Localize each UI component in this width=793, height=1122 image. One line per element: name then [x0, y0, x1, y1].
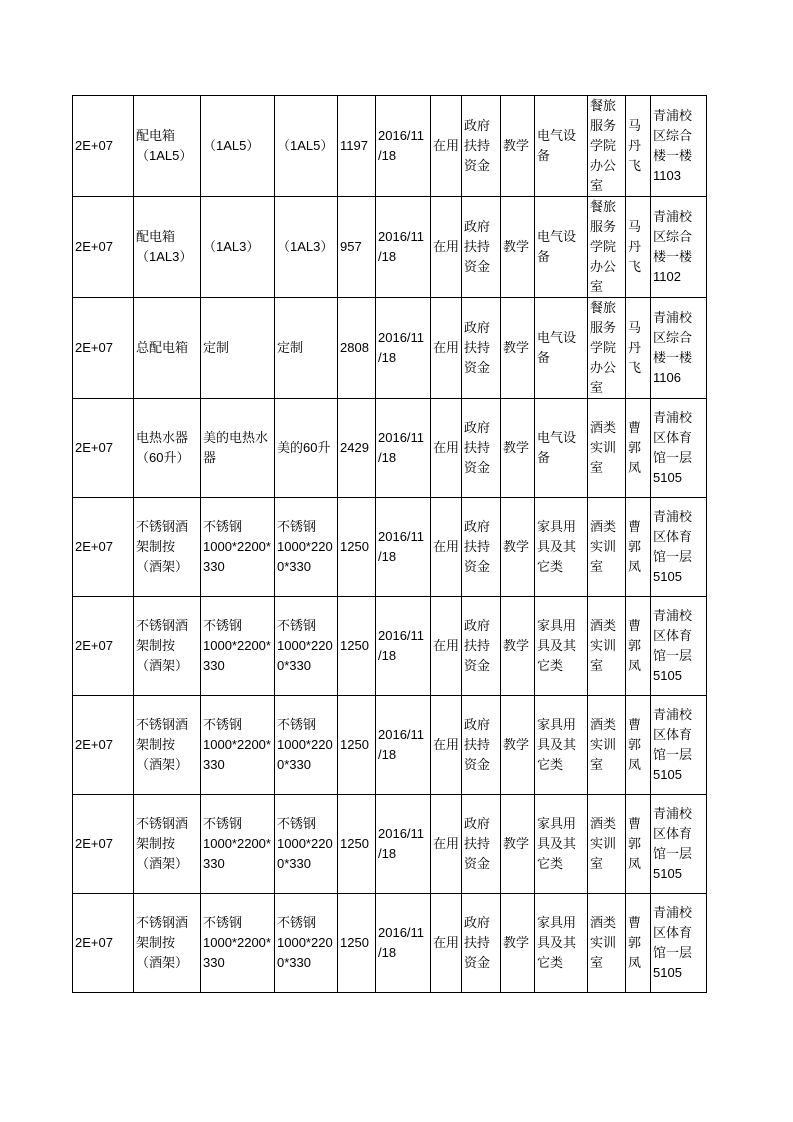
- asset-id-cell: 2E+07: [73, 298, 134, 399]
- usage-cell: 教学: [501, 197, 535, 298]
- department-cell: 餐旅 服务 学院 办公 室: [588, 298, 626, 399]
- asset-name-cell: 不锈钢酒 架制按 （酒架）: [134, 597, 201, 696]
- category-cell: 家具用 具及其 它类: [535, 696, 588, 795]
- asset-name-cell: 配电箱 （1AL3）: [134, 197, 201, 298]
- asset-id-cell: 2E+07: [73, 795, 134, 894]
- brand-cell: 美的电热水 器: [201, 399, 275, 498]
- keeper-cell: 马 丹 飞: [626, 96, 651, 197]
- location-cell: 青浦校 区综合 楼一楼 1103: [651, 96, 707, 197]
- price-cell: 1197: [338, 96, 376, 197]
- category-cell: 家具用 具及其 它类: [535, 597, 588, 696]
- brand-cell: （1AL3）: [201, 197, 275, 298]
- department-cell: 酒类 实训 室: [588, 597, 626, 696]
- price-cell: 1250: [338, 795, 376, 894]
- asset-id-cell: 2E+07: [73, 894, 134, 993]
- date-cell: 2016/11 /18: [376, 696, 431, 795]
- usage-cell: 教学: [501, 298, 535, 399]
- keeper-cell: 曹 郭 凤: [626, 597, 651, 696]
- department-cell: 酒类 实训 室: [588, 399, 626, 498]
- category-cell: 电气设 备: [535, 197, 588, 298]
- department-cell: 酒类 实训 室: [588, 894, 626, 993]
- table-row: [73, 795, 707, 894]
- table-row: [73, 197, 707, 298]
- usage-cell: 教学: [501, 597, 535, 696]
- status-cell: 在用: [431, 498, 462, 597]
- asset-name-cell: 不锈钢酒 架制按 （酒架）: [134, 894, 201, 993]
- asset-id-cell: 2E+07: [73, 197, 134, 298]
- location-cell: 青浦校 区体育 馆一层 5105: [651, 894, 707, 993]
- location-cell: 青浦校 区综合 楼一楼 1102: [651, 197, 707, 298]
- keeper-cell: 马 丹 飞: [626, 298, 651, 399]
- price-cell: 2429: [338, 399, 376, 498]
- date-cell: 2016/11 /18: [376, 597, 431, 696]
- table-row: [73, 696, 707, 795]
- fund-source-cell: 政府 扶持 资金: [462, 894, 501, 993]
- date-cell: 2016/11 /18: [376, 795, 431, 894]
- price-cell: 1250: [338, 498, 376, 597]
- keeper-cell: 曹 郭 凤: [626, 894, 651, 993]
- category-cell: 家具用 具及其 它类: [535, 795, 588, 894]
- model-cell: （1AL5）: [275, 96, 338, 197]
- brand-cell: （1AL5）: [201, 96, 275, 197]
- fund-source-cell: 政府 扶持 资金: [462, 696, 501, 795]
- department-cell: 酒类 实训 室: [588, 696, 626, 795]
- category-cell: 家具用 具及其 它类: [535, 498, 588, 597]
- asset-table: [72, 95, 707, 993]
- status-cell: 在用: [431, 399, 462, 498]
- table-row: [73, 298, 707, 399]
- keeper-cell: 曹 郭 凤: [626, 399, 651, 498]
- department-cell: 酒类 实训 室: [588, 498, 626, 597]
- location-cell: 青浦校 区体育 馆一层 5105: [651, 597, 707, 696]
- fund-source-cell: 政府 扶持 资金: [462, 197, 501, 298]
- asset-name-cell: 不锈钢酒 架制按 （酒架）: [134, 795, 201, 894]
- model-cell: 定制: [275, 298, 338, 399]
- fund-source-cell: 政府 扶持 资金: [462, 597, 501, 696]
- usage-cell: 教学: [501, 696, 535, 795]
- fund-source-cell: 政府 扶持 资金: [462, 498, 501, 597]
- model-cell: 不锈钢 1000*220 0*330: [275, 696, 338, 795]
- brand-cell: 不锈钢 1000*2200* 330: [201, 795, 275, 894]
- asset-name-cell: 配电箱 （1AL5）: [134, 96, 201, 197]
- asset-name-cell: 电热水器 （60升）: [134, 399, 201, 498]
- category-cell: 家具用 具及其 它类: [535, 894, 588, 993]
- date-cell: 2016/11 /18: [376, 298, 431, 399]
- price-cell: 2808: [338, 298, 376, 399]
- brand-cell: 不锈钢 1000*2200* 330: [201, 597, 275, 696]
- table-row: [73, 894, 707, 993]
- table-row: [73, 399, 707, 498]
- status-cell: 在用: [431, 795, 462, 894]
- status-cell: 在用: [431, 197, 462, 298]
- table-row: [73, 96, 707, 197]
- asset-name-cell: 总配电箱: [134, 298, 201, 399]
- location-cell: 青浦校 区体育 馆一层 5105: [651, 696, 707, 795]
- usage-cell: 教学: [501, 498, 535, 597]
- price-cell: 1250: [338, 696, 376, 795]
- department-cell: 酒类 实训 室: [588, 795, 626, 894]
- asset-id-cell: 2E+07: [73, 399, 134, 498]
- model-cell: 不锈钢 1000*220 0*330: [275, 597, 338, 696]
- category-cell: 电气设 备: [535, 399, 588, 498]
- table-row: [73, 597, 707, 696]
- date-cell: 2016/11 /18: [376, 894, 431, 993]
- asset-name-cell: 不锈钢酒 架制按 （酒架）: [134, 696, 201, 795]
- price-cell: 957: [338, 197, 376, 298]
- model-cell: （1AL3）: [275, 197, 338, 298]
- model-cell: 不锈钢 1000*220 0*330: [275, 795, 338, 894]
- keeper-cell: 曹 郭 凤: [626, 498, 651, 597]
- brand-cell: 定制: [201, 298, 275, 399]
- status-cell: 在用: [431, 696, 462, 795]
- status-cell: 在用: [431, 894, 462, 993]
- fund-source-cell: 政府 扶持 资金: [462, 795, 501, 894]
- table-row: [73, 498, 707, 597]
- category-cell: 电气设 备: [535, 96, 588, 197]
- asset-name-cell: 不锈钢酒 架制按 （酒架）: [134, 498, 201, 597]
- status-cell: 在用: [431, 298, 462, 399]
- asset-id-cell: 2E+07: [73, 696, 134, 795]
- date-cell: 2016/11 /18: [376, 498, 431, 597]
- date-cell: 2016/11 /18: [376, 197, 431, 298]
- date-cell: 2016/11 /18: [376, 96, 431, 197]
- brand-cell: 不锈钢 1000*2200* 330: [201, 498, 275, 597]
- status-cell: 在用: [431, 96, 462, 197]
- brand-cell: 不锈钢 1000*2200* 330: [201, 696, 275, 795]
- fund-source-cell: 政府 扶持 资金: [462, 298, 501, 399]
- price-cell: 1250: [338, 597, 376, 696]
- price-cell: 1250: [338, 894, 376, 993]
- location-cell: 青浦校 区综合 楼一楼 1106: [651, 298, 707, 399]
- location-cell: 青浦校 区体育 馆一层 5105: [651, 795, 707, 894]
- date-cell: 2016/11 /18: [376, 399, 431, 498]
- usage-cell: 教学: [501, 894, 535, 993]
- keeper-cell: 马 丹 飞: [626, 197, 651, 298]
- brand-cell: 不锈钢 1000*2200* 330: [201, 894, 275, 993]
- category-cell: 电气设 备: [535, 298, 588, 399]
- usage-cell: 教学: [501, 795, 535, 894]
- model-cell: 不锈钢 1000*220 0*330: [275, 894, 338, 993]
- department-cell: 餐旅 服务 学院 办公 室: [588, 96, 626, 197]
- usage-cell: 教学: [501, 96, 535, 197]
- location-cell: 青浦校 区体育 馆一层 5105: [651, 399, 707, 498]
- status-cell: 在用: [431, 597, 462, 696]
- location-cell: 青浦校 区体育 馆一层 5105: [651, 498, 707, 597]
- fund-source-cell: 政府 扶持 资金: [462, 96, 501, 197]
- fund-source-cell: 政府 扶持 资金: [462, 399, 501, 498]
- keeper-cell: 曹 郭 凤: [626, 795, 651, 894]
- asset-id-cell: 2E+07: [73, 597, 134, 696]
- model-cell: 美的60升: [275, 399, 338, 498]
- keeper-cell: 曹 郭 凤: [626, 696, 651, 795]
- usage-cell: 教学: [501, 399, 535, 498]
- asset-id-cell: 2E+07: [73, 96, 134, 197]
- department-cell: 餐旅 服务 学院 办公 室: [588, 197, 626, 298]
- model-cell: 不锈钢 1000*220 0*330: [275, 498, 338, 597]
- asset-id-cell: 2E+07: [73, 498, 134, 597]
